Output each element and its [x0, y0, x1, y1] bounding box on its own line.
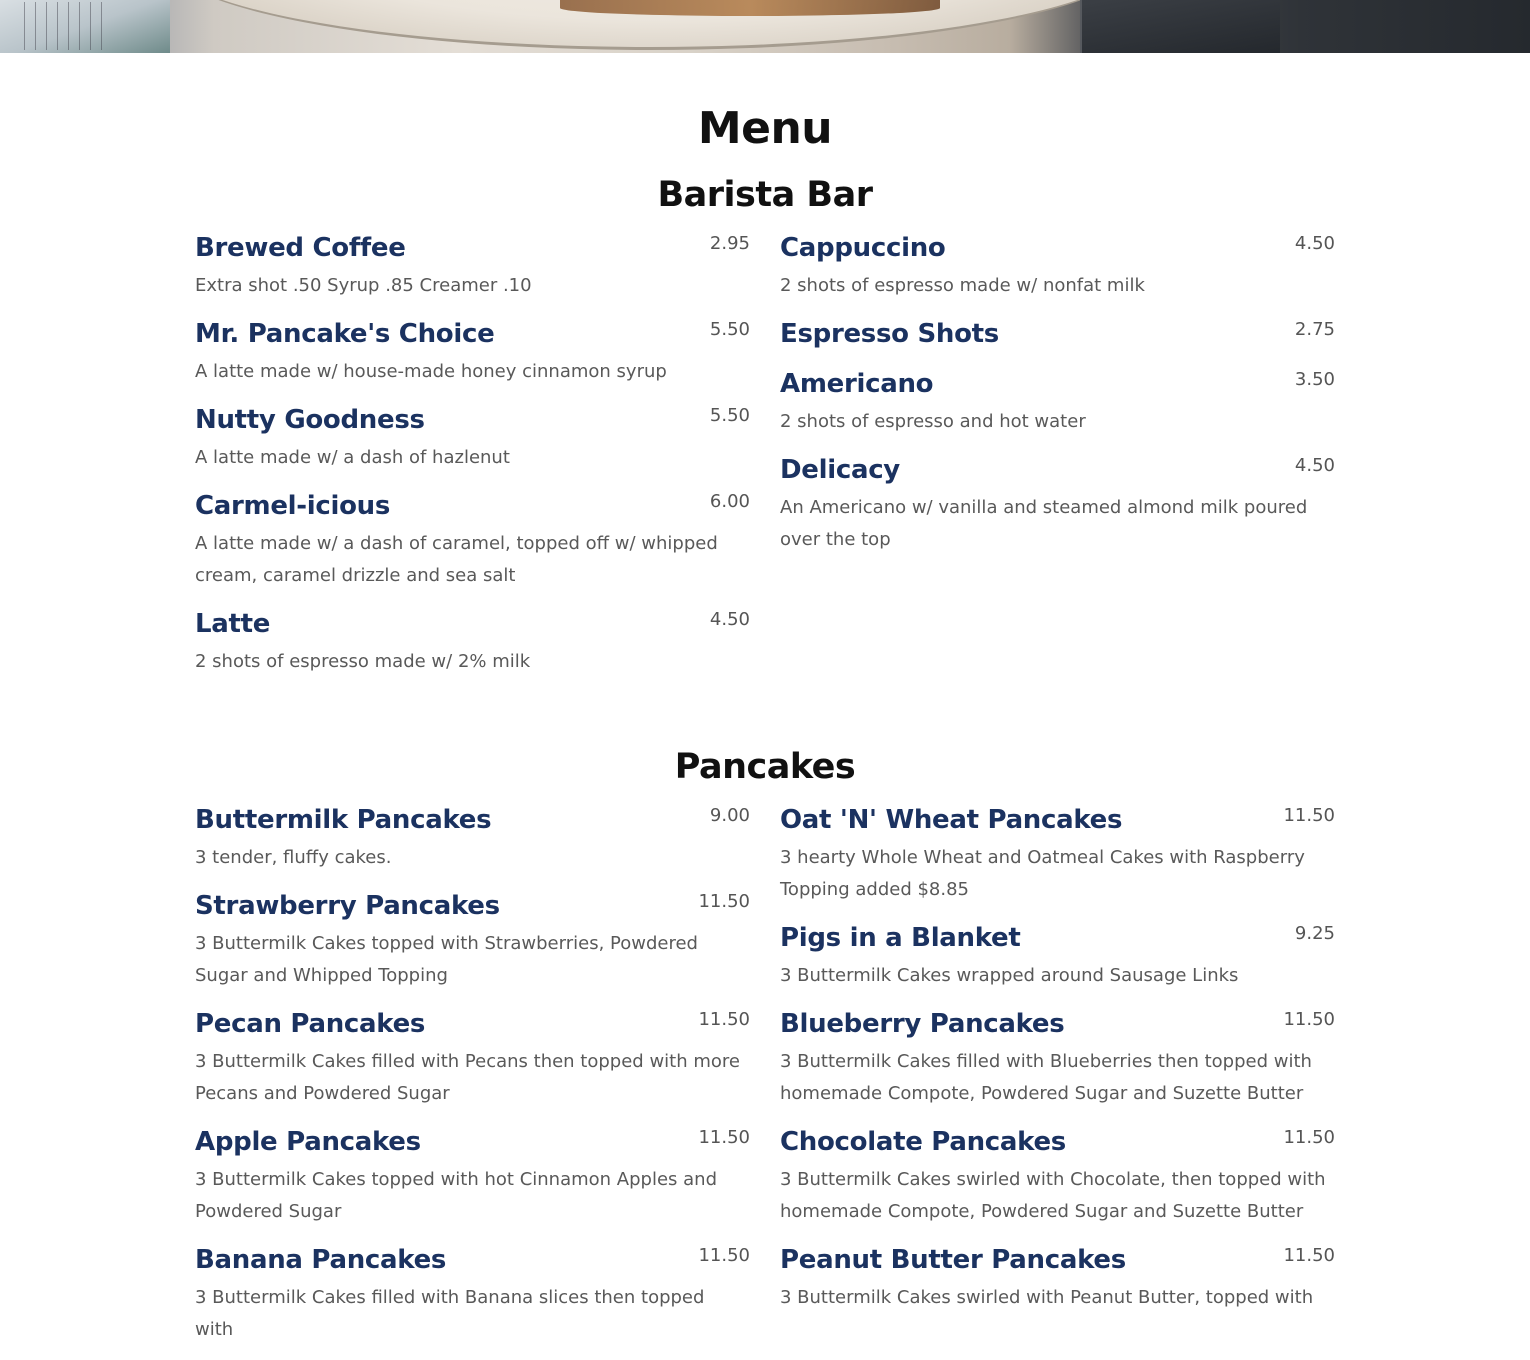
menu-item-price: 3.50	[1294, 369, 1335, 390]
barista-menu-columns	[195, 230, 1335, 692]
menu-item-price: 11.50	[1283, 1009, 1335, 1030]
menu-item-description: 3 Buttermilk Cakes swirled with Chocolate, then topped with homemade Compote, Powdered Sugar and Suzette Butter	[780, 1169, 1326, 1222]
menu-item-name: Chocolate Pancakes	[780, 1127, 1066, 1157]
menu-item-price: 4.50	[1294, 233, 1335, 254]
menu-item-carmel-icious	[195, 488, 750, 592]
menu-item-name: Buttermilk Pancakes	[195, 805, 492, 835]
menu-item-latte	[195, 606, 750, 678]
hero-menu-card-shape	[1080, 0, 1280, 53]
menu-item-name: Pecan Pancakes	[195, 1009, 426, 1039]
menu-item-name: Peanut Butter Pancakes	[780, 1245, 1126, 1275]
menu-item-name: Latte	[195, 609, 271, 639]
menu-item-name: Brewed Coffee	[195, 233, 406, 263]
menu-item-description: An Americano w/ vanilla and steamed almond milk poured over the top	[780, 497, 1308, 550]
pancakes-right-column	[780, 802, 1335, 1360]
menu-item-description: 3 Buttermilk Cakes wrapped around Sausage Links	[780, 965, 1239, 986]
menu-item-description: 3 Buttermilk Cakes filled with Banana slices then topped with	[195, 1287, 705, 1340]
menu-item-price: 11.50	[1283, 1127, 1335, 1148]
menu-item-name: Oat 'N' Wheat Pancakes	[780, 805, 1123, 835]
menu-item-name: Blueberry Pancakes	[780, 1009, 1065, 1039]
menu-item-name: Mr. Pancake's Choice	[195, 319, 495, 349]
menu-item-espresso-shots	[780, 316, 1335, 352]
menu-item-price: 9.00	[709, 805, 750, 826]
menu-item-price: 6.00	[709, 491, 750, 512]
menu-item-price: 9.25	[1294, 923, 1335, 944]
menu-item-nutty-goodness	[195, 402, 750, 474]
menu-item-price: 5.50	[709, 405, 750, 426]
menu-item-chocolate-pancakes	[780, 1124, 1335, 1228]
menu-item-name: Americano	[780, 369, 934, 399]
menu-item-apple-pancakes	[195, 1124, 750, 1228]
menu-item-price: 11.50	[698, 1127, 750, 1148]
menu-item-description: 3 Buttermilk Cakes filled with Blueberries then topped with homemade Compote, Powdered Sugar and Suzette Butter	[780, 1051, 1312, 1104]
menu-item-price: 11.50	[698, 1009, 750, 1030]
hero-food-shape	[560, 0, 940, 16]
section-title-barista-bar: Barista Bar	[657, 175, 873, 215]
menu-item-description: 3 Buttermilk Cakes topped with hot Cinnamon Apples and Powdered Sugar	[195, 1169, 717, 1222]
menu-item-blueberry-pancakes	[780, 1006, 1335, 1110]
menu-item-price: 11.50	[1283, 1245, 1335, 1266]
menu-item-name: Carmel-icious	[195, 491, 391, 521]
menu-item-description: A latte made w/ a dash of caramel, topped off w/ whipped cream, caramel drizzle and sea salt	[195, 533, 718, 586]
menu-item-price: 11.50	[698, 1245, 750, 1266]
menu-item-cappuccino	[780, 230, 1335, 302]
menu-item-price: 11.50	[698, 891, 750, 912]
menu-item-price: 4.50	[709, 609, 750, 630]
menu-item-price: 5.50	[709, 319, 750, 340]
pancakes-left-column	[195, 802, 750, 1360]
menu-item-description: 3 hearty Whole Wheat and Oatmeal Cakes with Raspberry Topping added $8.85	[780, 847, 1305, 900]
menu-item-brewed-coffee	[195, 230, 750, 302]
menu-item-delicacy	[780, 452, 1335, 556]
section-title-pancakes: Pancakes	[674, 747, 856, 787]
menu-item-name: Espresso Shots	[780, 319, 999, 349]
menu-item-description: 2 shots of espresso and hot water	[780, 411, 1086, 432]
menu-item-mr-pancakes-choice	[195, 316, 750, 388]
menu-item-description: 2 shots of espresso made w/ 2% milk	[195, 651, 531, 672]
pancakes-menu-columns	[195, 802, 1335, 1360]
menu-item-description: Extra shot .50 Syrup .85 Creamer .10	[195, 275, 532, 296]
menu-item-peanut-butter-pancakes	[780, 1242, 1335, 1314]
menu-item-description: 3 tender, fluffy cakes.	[195, 847, 392, 868]
barista-right-column	[780, 230, 1335, 692]
menu-item-price: 2.75	[1294, 319, 1335, 340]
menu-item-name: Strawberry Pancakes	[195, 891, 500, 921]
menu-item-americano	[780, 366, 1335, 438]
menu-item-banana-pancakes	[195, 1242, 750, 1346]
menu-item-price: 2.95	[709, 233, 750, 254]
hero-paper-print	[18, 2, 108, 50]
menu-item-name: Pigs in a Blanket	[780, 923, 1021, 953]
menu-item-description: A latte made w/ house-made honey cinnamon syrup	[195, 361, 667, 382]
menu-item-name: Banana Pancakes	[195, 1245, 447, 1275]
menu-item-description: 3 Buttermilk Cakes filled with Pecans then topped with more Pecans and Powdered Sugar	[195, 1051, 740, 1104]
menu-item-name: Apple Pancakes	[195, 1127, 421, 1157]
barista-left-column	[195, 230, 750, 692]
menu-item-price: 4.50	[1294, 455, 1335, 476]
menu-item-description: A latte made w/ a dash of hazlenut	[195, 447, 510, 468]
hero-image	[0, 0, 1530, 53]
menu-item-pecan-pancakes	[195, 1006, 750, 1110]
menu-item-buttermilk-pancakes	[195, 802, 750, 874]
menu-item-description: 3 Buttermilk Cakes topped with Strawberries, Powdered Sugar and Whipped Topping	[195, 933, 698, 986]
menu-item-oat-n-wheat-pancakes	[780, 802, 1335, 906]
menu-item-strawberry-pancakes	[195, 888, 750, 992]
menu-item-price: 11.50	[1283, 805, 1335, 826]
menu-item-name: Delicacy	[780, 455, 900, 485]
page-title: Menu	[697, 103, 833, 154]
menu-item-name: Nutty Goodness	[195, 405, 425, 435]
menu-item-pigs-in-a-blanket	[780, 920, 1335, 992]
menu-item-description: 3 Buttermilk Cakes swirled with Peanut Butter, topped with	[780, 1287, 1314, 1308]
menu-item-description: 2 shots of espresso made w/ nonfat milk	[780, 275, 1145, 296]
menu-item-name: Cappuccino	[780, 233, 946, 263]
